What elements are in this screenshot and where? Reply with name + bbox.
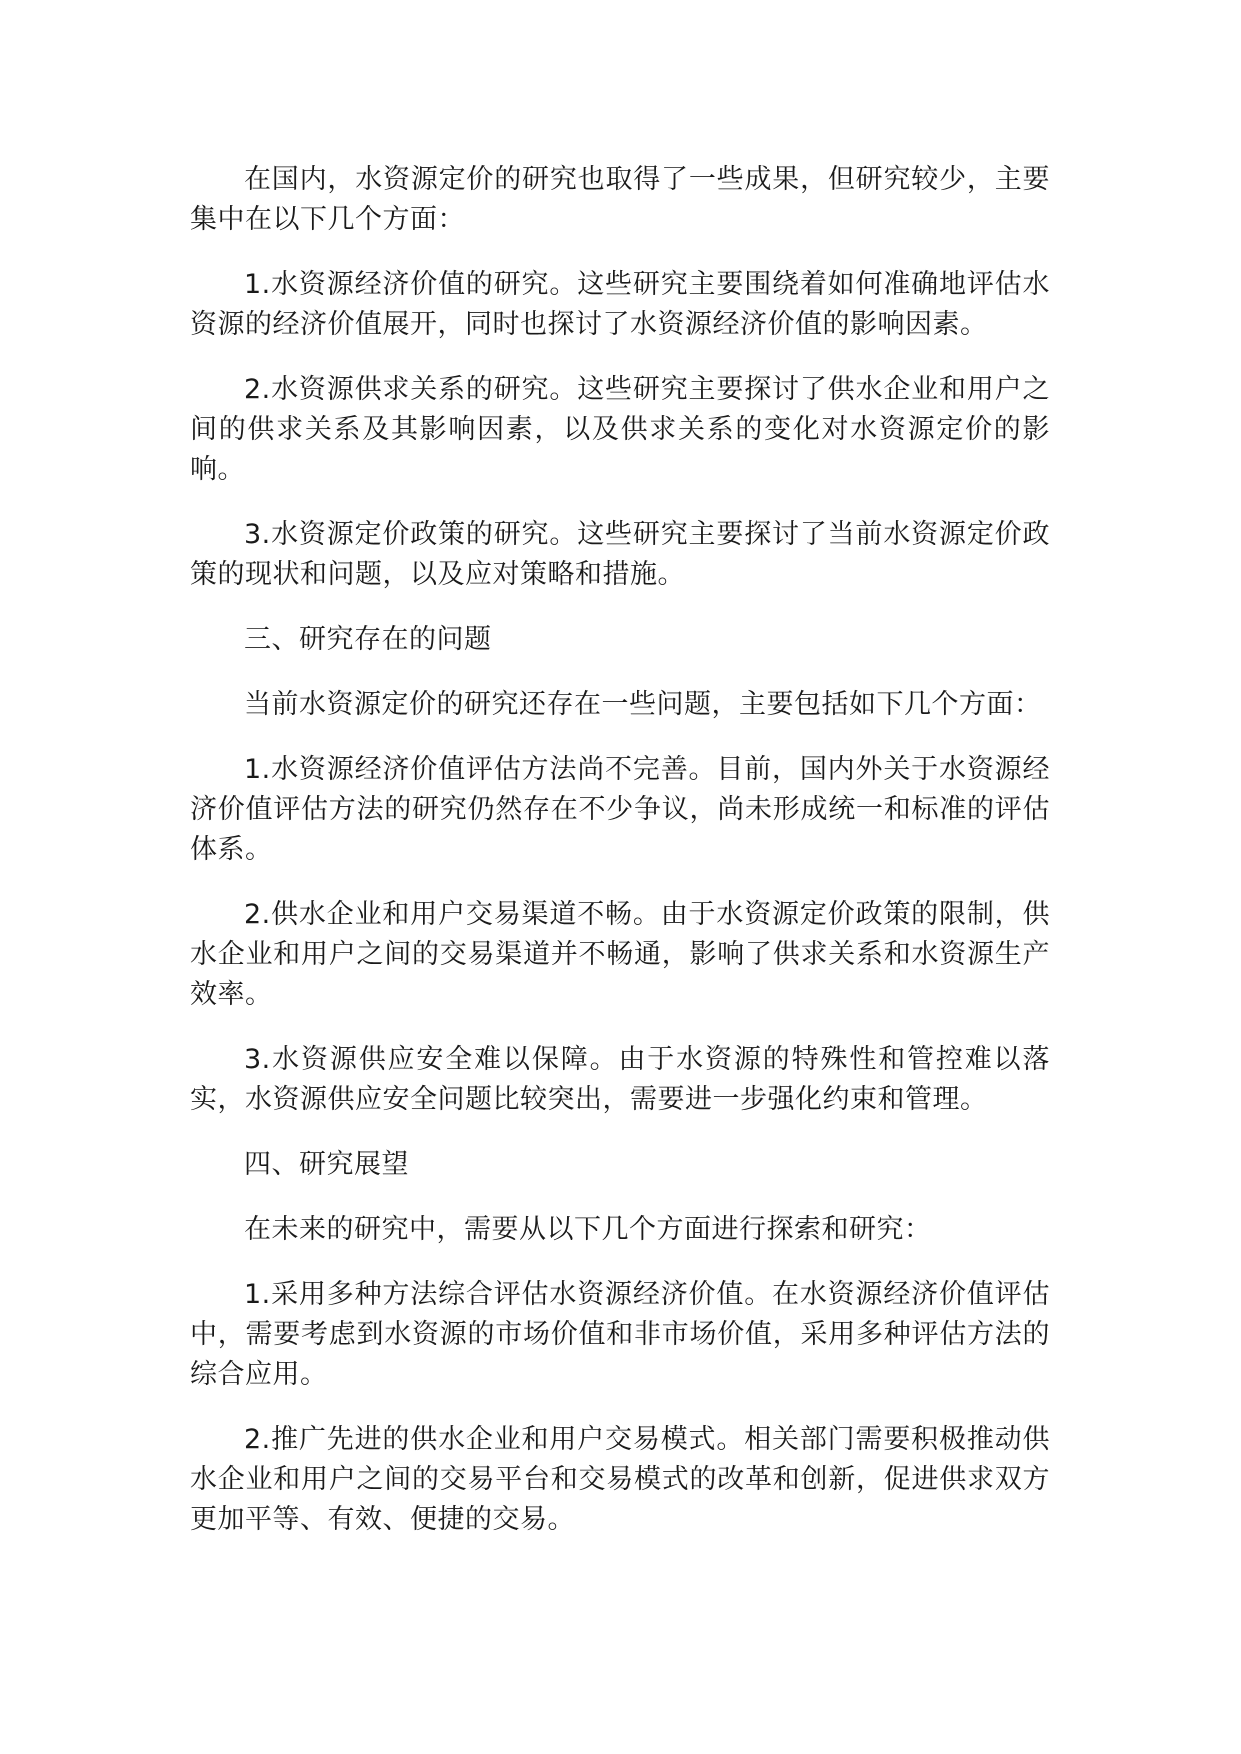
section-heading-outlook: 四、研究展望 — [244, 1149, 409, 1180]
paragraph-intro: 在国内，水资源定价的研究也取得了一些成果，但研究较少，主要集中在以下几个方面： — [190, 164, 1050, 235]
document-body — [190, 160, 1050, 1565]
paragraph-problem-trade-channels: 2.供水企业和用户交易渠道不畅。由于水资源定价政策的限制，供水企业和用户之间的交易渠道并不畅通，影响了供求关系和水资源生产效率。 — [190, 899, 1050, 1010]
paragraph-problem-valuation-methods: 1.水资源经济价值评估方法尚不完善。目前，国内外关于水资源经济价值评估方法的研究仍然存在不少争议，尚未形成统一和标准的评估体系。 — [190, 754, 1050, 865]
paragraph-item-economic-value: 1.水资源经济价值的研究。这些研究主要围绕着如何准确地评估水资源的经济价值展开，同时也探讨了水资源经济价值的影响因素。 — [190, 269, 1050, 340]
paragraph-problem-supply-security: 3.水资源供应安全难以保障。由于水资源的特殊性和管控难以落实，水资源供应安全问题比较突出，需要进一步强化约束和管理。 — [190, 1044, 1050, 1115]
paragraph-outlook-trade-model: 2.推广先进的供水企业和用户交易模式。相关部门需要积极推动供水企业和用户之间的交易平台和交易模式的改革和创新，促进供求双方更加平等、有效、便捷的交易。 — [190, 1424, 1050, 1535]
paragraph-item-supply-demand: 2.水资源供求关系的研究。这些研究主要探讨了供水企业和用户之间的供求关系及其影响因素，以及供求关系的变化对水资源定价的影响。 — [190, 374, 1050, 485]
paragraph-outlook-intro: 在未来的研究中，需要从以下几个方面进行探索和研究： — [244, 1214, 932, 1245]
paragraph-problems-intro: 当前水资源定价的研究还存在一些问题，主要包括如下几个方面： — [244, 689, 1042, 720]
paragraph-outlook-valuation: 1.采用多种方法综合评估水资源经济价值。在水资源经济价值评估中，需要考虑到水资源的市场价值和非市场价值，采用多种评估方法的综合应用。 — [190, 1279, 1050, 1390]
section-heading-problems: 三、研究存在的问题 — [244, 624, 492, 655]
paragraph-item-pricing-policy: 3.水资源定价政策的研究。这些研究主要探讨了当前水资源定价政策的现状和问题，以及应对策略和措施。 — [190, 519, 1050, 590]
